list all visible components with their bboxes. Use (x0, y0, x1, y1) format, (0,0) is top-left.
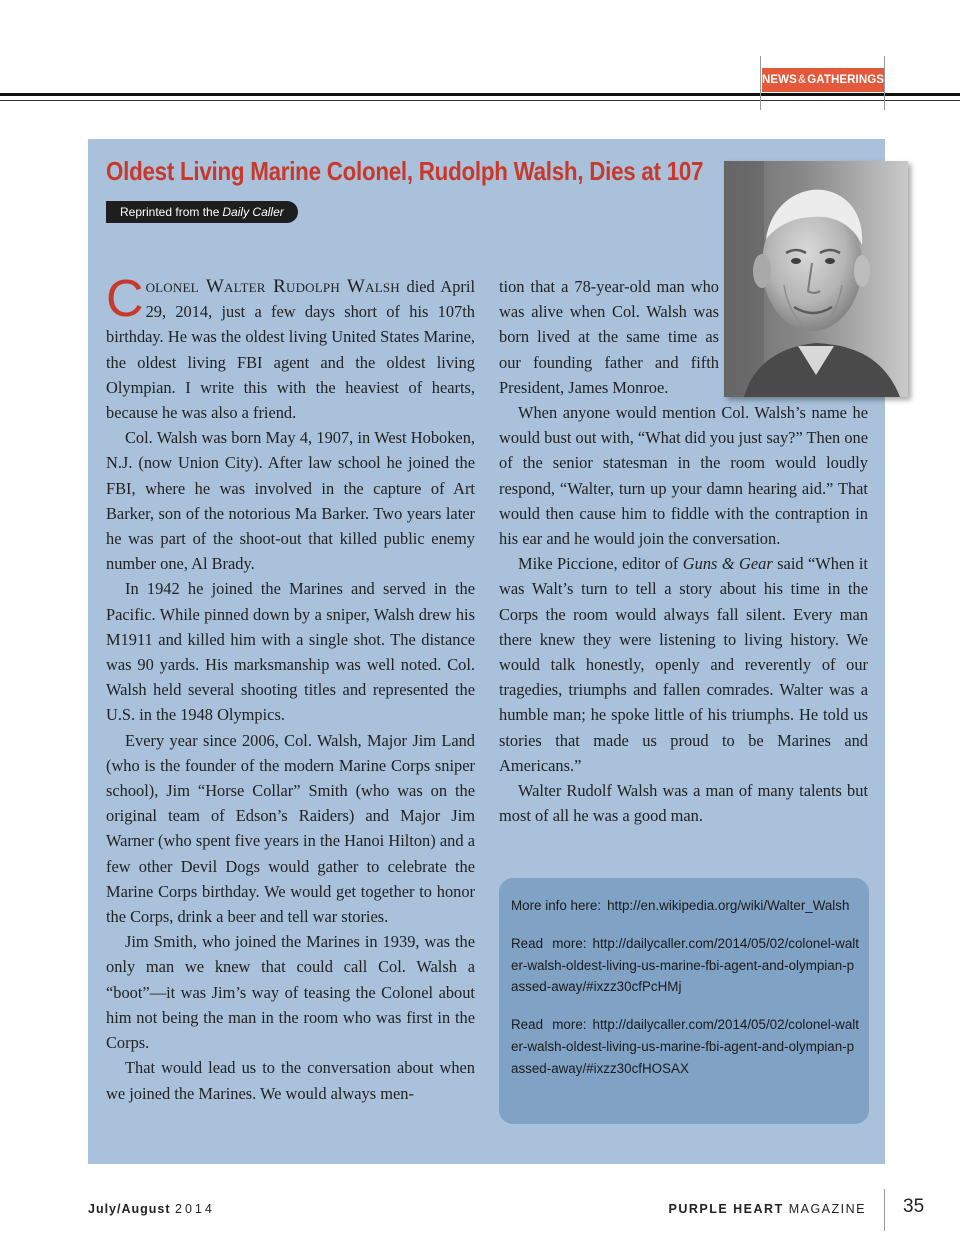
drop-cap: C (106, 270, 144, 328)
paragraph-1-text: died April 29, 2014, just a few days short of his 107th birthday. He was the oldest living United States Marine, the oldest living FBI agent and the oldest living Olympian. I write this with the heaviest of hearts, because he was also a friend. (106, 277, 476, 423)
section-tag (762, 68, 884, 92)
section-tag-part2: GATHERINGS (807, 74, 885, 86)
reprint-source: Daily Caller (222, 205, 284, 219)
magazine-name: Guns & Gear (682, 554, 773, 574)
dailycaller-link-1[interactable]: http://dailycaller.com/2014/05/02/colonel-walter-walsh-oldest-living-us-marine-fbi-agent-and-olympian-passed-away/#ixzz30cfPcHMj (511, 935, 859, 995)
issue-month: July/August (88, 1202, 171, 1216)
paragraph-7: When anyone would mention Col. Walsh’s name he would bust out with, “What did you just say?” Then one of the senior statesman in the room would loudly respond, “Walter, turn up your damn hearing aid.” That would then cause him to fiddle with the contraption in his ear and he would join the conversation. (499, 403, 868, 549)
info-label-3: Read more: (511, 1017, 587, 1033)
paragraph-6: That would lead us to the conversation about when we joined the Marines. We would always men- (106, 1058, 475, 1103)
dailycaller-link-2[interactable]: http://dailycaller.com/2014/05/02/colonel-walter-walsh-oldest-living-us-marine-fbi-agent-and-olympian-passed-away/#ixzz30cfHOSAX (511, 1017, 859, 1076)
info-label-2: Read more: (511, 935, 587, 951)
paragraph-8 (499, 551, 868, 778)
wikipedia-link[interactable]: http://en.wikipedia.org/wiki/Walter_Walsh (607, 898, 850, 913)
info-line-2 (511, 933, 859, 998)
paragraph-5: Jim Smith, who joined the Marines in 1939, was the only man we knew that could call Col. Walsh a “boot”—it was Jim’s way of teasing the Colonel about him not being the man in the room who was first in the Corps. (106, 932, 475, 1053)
more-info-box (499, 878, 869, 1124)
footer-divider (884, 1189, 885, 1231)
paragraph-9: Walter Rudolf Walsh was a man of many talents but most of all he was a good man. (499, 781, 868, 826)
article-column-left (106, 270, 476, 1106)
info-line-1 (511, 895, 859, 917)
paragraph-6-continued: tion that a 78-year-old man who was alive when Col. Walsh was born lived at the same time as our founding father and fifth President, James Monroe. (499, 277, 719, 397)
reprint-prefix: Reprinted from the (120, 205, 220, 219)
paragraph-8-text-a: Mike Piccione, editor of (518, 554, 683, 574)
info-label-1: More info here: (511, 898, 602, 913)
reprint-badge (106, 201, 298, 223)
header-rule-thin (0, 100, 960, 101)
paragraph-3: In 1942 he joined the Marines and served in the Pacific. While pinned down by a sniper, Walsh drew his M1911 and killed him with a single shot. The distance was 90 yards. His marksmanship was well noted. Col. Walsh held several shooting titles and represented the U.S. in the 1948 Olympics. (106, 579, 475, 725)
header-divider-left (760, 56, 761, 110)
issue-year: 2014 (175, 1202, 215, 1216)
paragraph-8-text-b: said “When it was Walt’s turn to tell a story about his time in the Corps the room would always fall silent. Every man there knew they were listening to living history. We would talk honestly, openly and reverently of our tragedies, triumphs and fallen comrades. Walter was a humble man; he spoke little of his triumphs. He told us stories that made us proud to be Marines and Americans.” (499, 554, 868, 775)
paragraph-4: Every year since 2006, Col. Walsh, Major Jim Land (who is the founder of the modern Marine Corps sniper school), Jim “Horse Collar” Smith (who was on the original team of Edson’s Raiders) and Major Jim Warner (who spent five years in the Hanoi Hilton) and a few other Devil Dogs would gather to celebrate the Marine Corps birthday. We would get together to honor the Corps, drink a beer and tell war stories. (106, 730, 475, 927)
lead-smallcaps: olonel Walter Rudolph Walsh (145, 276, 400, 297)
footer-brand (662, 1202, 866, 1216)
paragraph-1 (106, 270, 476, 425)
header-rule-thick (0, 93, 960, 96)
brand-suffix: MAGAZINE (788, 1202, 866, 1216)
header-divider-right (884, 56, 885, 110)
article-column-right (499, 274, 868, 828)
paragraph-6-text: That would lead us to the conversation about when we joined the Marines. We would always men (106, 1058, 475, 1103)
brand-name: PURPLE HEART (668, 1202, 784, 1216)
section-tag-part1: NEWS (761, 74, 797, 86)
info-line-3 (511, 1014, 859, 1079)
article-title: Oldest Living Marine Colonel, Rudolph Walsh, Dies at 107 (106, 156, 704, 186)
section-tag-amp: & (797, 74, 807, 86)
footer-issue (88, 1202, 215, 1216)
paragraph-2: Col. Walsh was born May 4, 1907, in West Hoboken, N.J. (now Union City). After law school he joined the FBI, where he was involved in the capture of Art Barker, son of the notorious Ma Barker. Two years later he was part of the shoot-out that killed public enemy number one, Al Brady. (106, 428, 475, 574)
page-number: 35 (903, 1196, 925, 1217)
